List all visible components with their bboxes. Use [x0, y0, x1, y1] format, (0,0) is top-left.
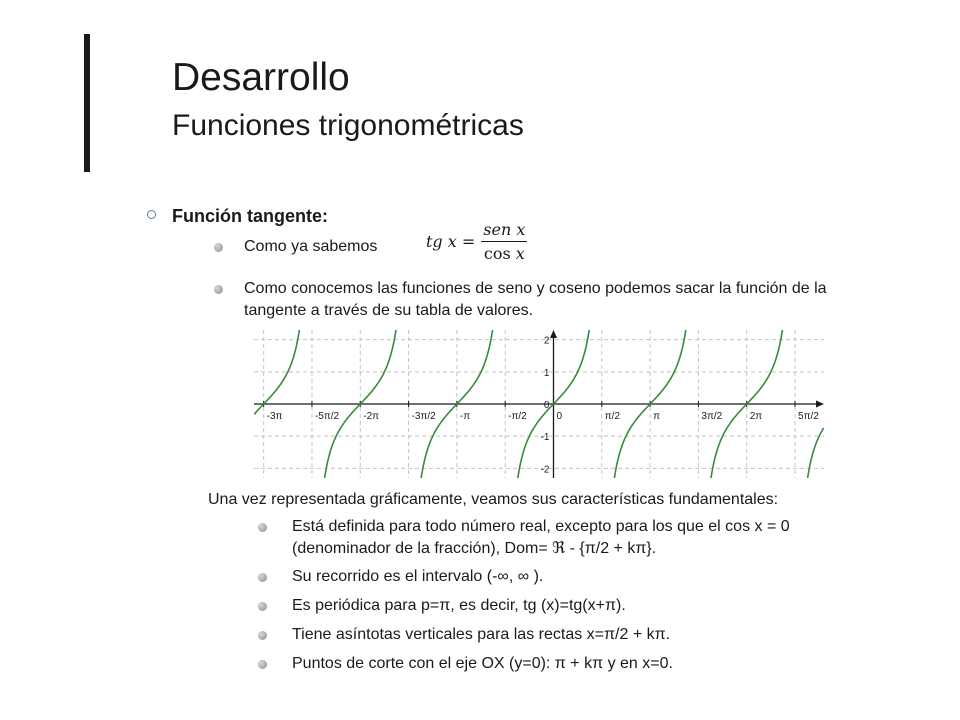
formula-fraction [481, 220, 527, 263]
list-item-line: Tiene asíntotas verticales para las rectas x=π/2 + kπ. [292, 626, 671, 643]
bullet-dot-icon [258, 631, 267, 640]
list-item-line: Está definida para todo número real, excepto para los que el cos x = 0 [292, 518, 790, 535]
list-item [292, 653, 892, 675]
tangent-formula [426, 220, 527, 263]
properties-intro: Una vez representada gráficamente, veamos sus características fundamentales: [208, 491, 779, 508]
x-tick-label: -π [459, 411, 471, 422]
formula-denominator-fn: cos [483, 244, 511, 263]
section-heading-text: Función tangente: [172, 206, 328, 226]
list-item-line: Su recorrido es el intervalo (-∞, ∞ ). [292, 568, 544, 585]
x-tick-label: -π/2 [508, 411, 527, 422]
bullet-dot-icon [258, 573, 267, 582]
bullet-dot-icon [258, 660, 267, 669]
bullet-dot-icon [258, 602, 267, 611]
x-tick-label: 5π/2 [798, 411, 819, 422]
formula-denominator [484, 242, 525, 263]
section-heading [172, 205, 328, 227]
y-tick-label: -1 [540, 432, 550, 444]
y-tick-label: 2 [543, 335, 550, 347]
bullet-dot-icon [214, 243, 223, 252]
x-tick-label: π [653, 411, 661, 422]
list-item-line: (denominador de la fracción), Dom= ℜ - {π/2 + kπ}. [292, 540, 657, 557]
tangent-graph [254, 330, 824, 478]
list-item [292, 595, 892, 617]
list-item [244, 278, 884, 322]
y-tick-label: -2 [540, 464, 550, 476]
y-tick-label: 0 [543, 400, 550, 411]
slide-title: Desarrollo [172, 56, 350, 99]
x-tick-label: -3π/2 [411, 411, 436, 422]
bullet-dot-icon [258, 523, 267, 532]
list-item-line: Es periódica para p=π, es decir, tg (x)=tg(x+π). [292, 597, 626, 614]
slide-subtitle: Funciones trigonométricas [172, 109, 524, 142]
list-item [292, 566, 892, 588]
list-item-text: Como conocemos las funciones de seno y coseno podemos sacar la función de la tangente a través de su tabla de valores. [244, 280, 827, 319]
list-item-line: Puntos de corte con el eje OX (y=0): π + kπ y en x=0. [292, 655, 673, 672]
y-axis-arrow [550, 330, 557, 338]
x-tick-label: -5π/2 [314, 411, 340, 422]
x-axis-arrow [816, 401, 824, 408]
ring-bullet-icon [147, 210, 156, 219]
x-tick-label: 0 [556, 411, 563, 422]
y-tick-label: 1 [543, 367, 550, 379]
x-tick-label: π/2 [604, 411, 621, 422]
list-item [244, 236, 377, 258]
x-tick-label: 3π/2 [701, 411, 723, 422]
formula-denominator-var: x [515, 244, 525, 263]
formula-numerator: sen x [481, 220, 527, 242]
tangent-curve-branch [796, 428, 824, 478]
x-tick-label: 2π [749, 411, 763, 422]
list-item-text: Como ya sabemos [244, 238, 378, 255]
list-item [292, 516, 892, 560]
list-item [292, 624, 892, 646]
x-tick-label: -3π [266, 411, 283, 422]
title-accent-bar [84, 34, 90, 172]
bullet-dot-icon [214, 285, 223, 294]
formula-lhs: tg x = [426, 232, 476, 251]
x-tick-label: -2π [363, 411, 380, 422]
